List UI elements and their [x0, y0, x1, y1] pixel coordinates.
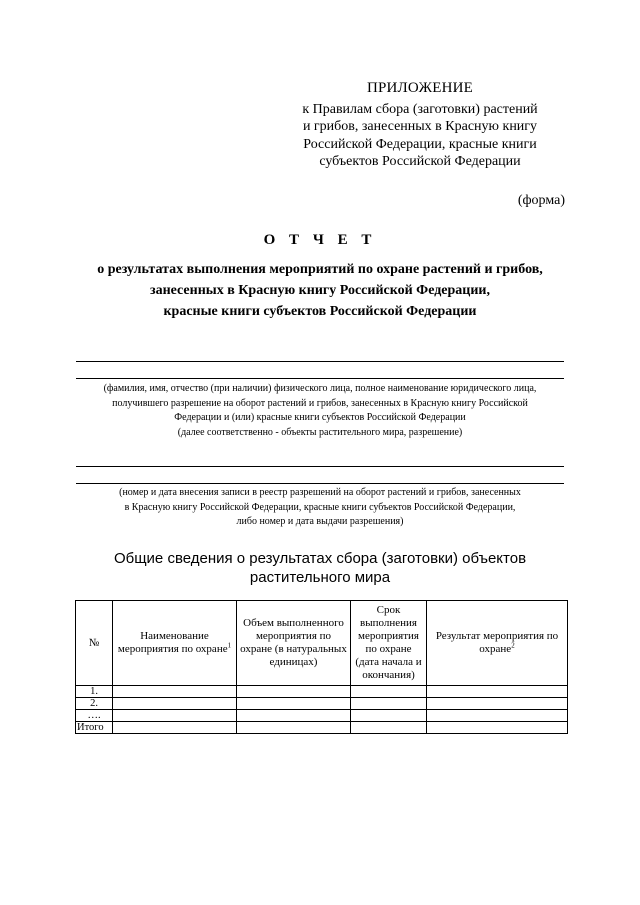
table-cell[interactable] [113, 698, 237, 710]
header-term: Срок выполнения мероприятия по охране (дата начала и окончания) [351, 601, 427, 686]
fill-in-line[interactable] [76, 483, 564, 484]
table-cell[interactable] [113, 722, 237, 734]
row-number: 1. [76, 686, 113, 698]
header-name [113, 601, 237, 686]
note-line: (номер и дата внесения записи в реестр разрешений на оборот растений и грибов, занесенных [119, 487, 521, 498]
appendix-line: субъектов Российской Федерации [319, 154, 521, 169]
appendix-line: к Правилам сбора (заготовки) растений [302, 101, 538, 117]
header-result [427, 601, 568, 686]
report-subtitle-line: о результатах выполнения мероприятий по охране растений и грибов, [97, 262, 543, 277]
note-line: в Красную книгу Российской Федерации, красные книги субъектов Российской Федерации, [124, 501, 516, 513]
table-cell[interactable] [237, 710, 351, 722]
note-line: получившего разрешение на оборот растений и грибов, занесенных в Красную книгу Российской [112, 397, 528, 409]
results-table [75, 600, 568, 734]
header-result-text: Результат мероприятия по охране [435, 630, 559, 655]
report-subtitle-line: занесенных в Красную книгу Российской Федерации, [149, 283, 491, 298]
note-line: либо номер и дата выдачи разрешения) [236, 516, 404, 527]
header-name-text: Наименование мероприятия по охране [117, 630, 228, 655]
section-title [100, 549, 540, 587]
table-cell[interactable] [427, 686, 568, 698]
table-cell[interactable] [427, 722, 568, 734]
footnote-mark: 2 [511, 641, 515, 650]
appendix-header [270, 80, 570, 171]
note-line: Федерации и (или) красные книги субъектов Российской Федерации [174, 412, 466, 423]
report-subtitle [60, 259, 580, 322]
appendix-title: ПРИЛОЖЕНИЕ [366, 80, 474, 96]
table-cell[interactable] [351, 710, 427, 722]
appendix-line: Российской Федерации, красные книги [303, 136, 537, 152]
appendix-line: и грибов, занесенных в Красную книгу [302, 119, 538, 134]
fill-in-line[interactable] [76, 361, 564, 362]
footnote-mark: 1 [227, 641, 232, 650]
table-row [76, 710, 568, 722]
report-subtitle-line: красные книги субъектов Российской Федерации [163, 304, 477, 319]
row-number: …. [76, 710, 113, 722]
table-cell[interactable] [427, 698, 568, 710]
row-number: 2. [76, 698, 113, 710]
table-cell[interactable] [113, 710, 237, 722]
report-title: О Т Ч Е Т [263, 232, 377, 248]
section-title-line: Общие сведения о результатах сбора (заготовки) объектов [113, 550, 527, 567]
note-line: (фамилия, имя, отчество (при наличии) физического лица, полное наименование юридического лица, [103, 383, 537, 394]
header-num: № [76, 601, 113, 686]
table-cell[interactable] [351, 698, 427, 710]
table-cell[interactable] [351, 686, 427, 698]
header-volume: Объем выполненного мероприятия по охране (в натуральных единицах) [237, 601, 351, 686]
total-label: Итого [76, 722, 113, 734]
table-cell[interactable] [427, 710, 568, 722]
table-cell[interactable] [237, 686, 351, 698]
form-label: (форма) [517, 193, 565, 208]
section-title-line: растительного мира [249, 569, 391, 586]
fill-in-line[interactable] [76, 466, 564, 467]
table-cell[interactable] [113, 686, 237, 698]
table-header-row [76, 601, 568, 686]
table-cell[interactable] [351, 722, 427, 734]
note-line: (далее соответственно - объекты растительного мира, разрешение) [177, 426, 463, 438]
permit-note [76, 486, 564, 530]
table-cell[interactable] [237, 722, 351, 734]
table-row [76, 698, 568, 710]
table-cell[interactable] [237, 698, 351, 710]
applicant-note [76, 382, 564, 440]
fill-in-line[interactable] [76, 378, 564, 379]
table-row [76, 686, 568, 698]
table-total-row [76, 722, 568, 734]
